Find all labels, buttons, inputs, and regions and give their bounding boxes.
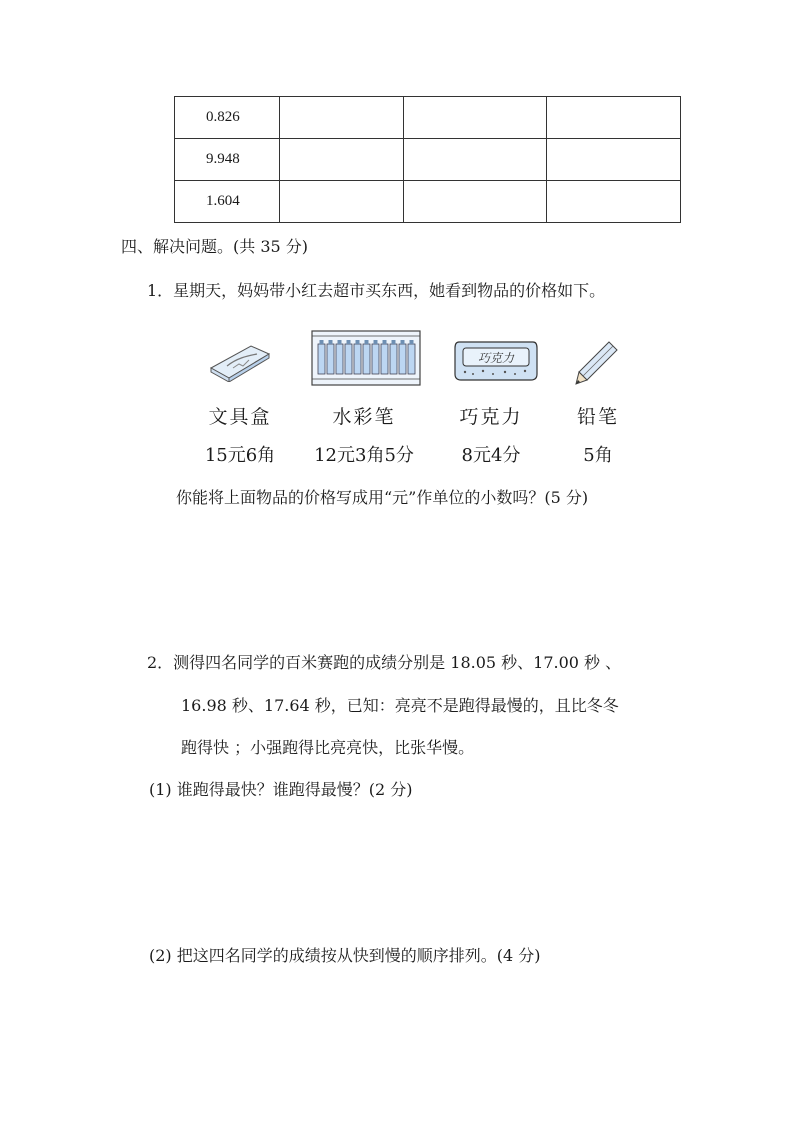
table-row <box>175 97 681 139</box>
table-cell-empty <box>547 139 681 181</box>
section-heading: 四、解决问题。(共 35 分) <box>121 237 309 256</box>
item-price: 12元3角5分 <box>314 445 414 466</box>
table-cell-empty <box>547 97 681 139</box>
item-pencil <box>543 402 653 467</box>
table-row <box>175 181 681 223</box>
item-pencil-case <box>185 402 295 467</box>
table-cell-empty <box>404 139 547 181</box>
item-name: 巧克力 <box>459 406 523 428</box>
question-2-sub-1: (1) 谁跑得最快？谁跑得最慢？(2 分) <box>149 780 413 799</box>
table-cell-empty <box>280 97 404 139</box>
table-cell-empty <box>280 181 404 223</box>
item-name: 铅笔 <box>576 406 619 428</box>
question-2-line-1: 2．测得四名同学的百米赛跑的成绩分别是 18.05 秒、17.00 秒 、 <box>147 653 622 672</box>
item-price: 8元4分 <box>461 445 521 466</box>
item-price: 5角 <box>583 445 613 466</box>
table-cell-empty <box>404 181 547 223</box>
pencil-icon <box>573 338 621 390</box>
table-cell-empty <box>404 97 547 139</box>
item-chocolate <box>436 402 546 467</box>
chocolate-package-label: 巧克力 <box>477 351 515 365</box>
chocolate-icon <box>453 338 539 388</box>
item-name: 文具盒 <box>208 406 272 428</box>
table-row <box>175 139 681 181</box>
table-cell-value: 9.948 <box>175 139 280 181</box>
decimal-table <box>174 96 681 223</box>
item-price: 15元6角 <box>204 445 276 466</box>
watercolor-pens-icon <box>311 330 421 390</box>
question-2-line-2: 16.98 秒、17.64 秒，已知：亮亮不是跑得最慢的，且比冬冬 <box>181 696 619 715</box>
pencil-case-icon <box>207 338 273 386</box>
question-1-text: 1．星期天，妈妈带小红去超市买东西，她看到物品的价格如下。 <box>147 281 606 300</box>
question-2-line-3: 跑得快 ；小强跑得比亮亮快，比张华慢。 <box>181 738 475 757</box>
question-2-sub-2: (2) 把这四名同学的成绩按从快到慢的顺序排列。(4 分) <box>149 946 541 965</box>
item-name: 水彩笔 <box>332 406 396 428</box>
table-cell-value: 1.604 <box>175 181 280 223</box>
table-cell-empty <box>547 181 681 223</box>
table-cell-empty <box>280 139 404 181</box>
question-1-ask: 你能将上面物品的价格写成用“元”作单位的小数吗？(5 分) <box>176 488 589 507</box>
table-cell-value: 0.826 <box>175 97 280 139</box>
item-watercolor-pens <box>309 402 419 467</box>
